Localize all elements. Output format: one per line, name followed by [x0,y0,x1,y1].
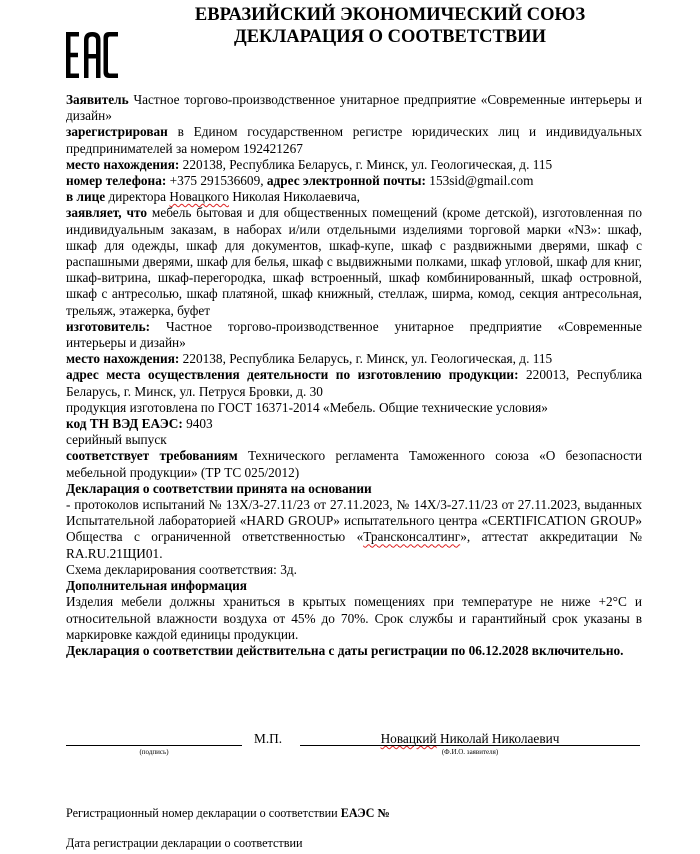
code-value: 9403 [186,416,213,432]
applicant-label: Заявитель [66,92,129,107]
basis-company: Трансконсалтинг [363,529,461,545]
code-line [66,416,642,432]
registered-text: в Едином государственном регистре юридических лиц и индивидуальных предпринимателей за номером 192421267 [66,124,642,156]
signature-caption: (подпись) [139,748,169,756]
manufacturer-name: Частное торгово-производственное унитарное предприятие «Современные интерьеры и дизайн» [66,318,642,351]
manufacturer-paragraph [66,319,642,351]
applicant-address: 220138, Республика Беларусь, г. Минск, ул. Геологическая, д. 115 [182,156,553,172]
applicant-name: Частное торгово-производственное унитарное предприятие «Современные интерьеры и дизайн» [66,92,642,124]
registered-label: зарегистрирован [66,124,168,140]
address-label: место нахождения: [66,156,180,172]
manufacturer-label: изготовитель: [66,318,151,334]
representative-line [66,189,642,205]
registration-number-label: Регистрационный номер декларации о соответствии [66,806,338,820]
person-surname: Новацкого [169,189,229,205]
basis-title [66,481,642,497]
standard-line: продукция изготовлена по ГОСТ 16371-2014 «Мебель. Общие технические условия» [66,399,548,415]
person-position: директора [108,189,167,205]
scheme-line: Схема декларирования соответствия: 3д. [66,561,297,577]
production-address: 220013, Республика Беларусь, г. Минск, ул. Петруся Бровки, д. 30 [66,367,642,399]
person-name: Николая Николаевича, [232,189,361,205]
code-label: код ТН ВЭД ЕАЭС: [66,416,183,432]
manufacturer-address-label: место нахождения: [66,351,180,367]
validity-paragraph [66,643,642,659]
basis-paragraph [66,497,642,562]
registration-date-line: Дата регистрации декларации о соответствии [66,836,303,850]
declares-paragraph [66,205,642,318]
phone-label: номер телефона: [66,173,167,189]
registration-number-line [66,806,390,821]
document-header [180,4,600,48]
phone-value: +375 291536609, [169,173,264,189]
registration-paragraph [66,124,642,156]
stamp-place-label: М.П. [254,731,283,746]
union-title: ЕВРАЗИЙСКИЙ ЭКОНОМИЧЕСКИЙ СОЮЗ [194,5,586,25]
manufacturer-address: 220138, Республика Беларусь, г. Минск, ул. Геологическая, д. 115 [182,351,553,367]
manufacturer-address-line [66,351,642,367]
applicant-address-line [66,157,642,173]
basis-accreditation: », аттестат аккредитации № RA.RU.21ЩИ01. [66,529,642,561]
person-label: в лице [66,189,106,205]
compliance-paragraph [66,448,642,480]
series-line: серийный выпуск [66,432,167,448]
declares-label: заявляет, что [66,205,147,221]
name-caption: (Ф.И.О. заявителя) [441,748,499,756]
production-address-paragraph [66,367,642,399]
additional-title-text: Дополнительная информация [66,578,247,594]
basis-text: - протоколов испытаний № 13Х/3-27.11/23 от 27.11.2023, № 14Х/3-27.11/23 от 27.11.2023, выданных Испытательной лабораторией «HARD GROUP» испытательного центра «CERTIFICATION GROUP» Общества с ограниченной ответственностью « [66,497,642,545]
declaration-title: ДЕКЛАРАЦИЯ О СООТВЕТСТВИИ [233,27,547,47]
additional-title [66,578,642,594]
production-address-label: адрес места осуществления деятельности по изготовлению продукции: [66,367,519,383]
declaration-body [66,92,642,659]
registration-number-prefix: ЕАЭС № [340,806,390,820]
eac-logo-icon [66,32,118,78]
compliance-text: Технического регламента Таможенного союза «О безопасности мебельной продукции» (ТР ТС 025/2012) [66,448,642,480]
validity-text: Декларация о соответствии действительна с даты регистрации по 06.12.2028 включительно. [66,642,624,658]
email-value: 153sid@gmail.com [429,173,534,189]
contact-line [66,173,642,189]
additional-paragraph: Изделия мебели должны храниться в крытых помещениях при температуре не ниже +2°С и относительной влажности воздуха от 45% до 70%. Срок службы и гарантийный срок указаны в маркировке каждой единицы продукции. [66,594,642,642]
name-line [300,745,640,746]
compliance-label: соответствует требованиям [66,448,238,464]
applicant-given-names: Николай Николаевич [439,731,560,746]
applicant-surname: Новацкий [380,731,437,746]
basis-title-text: Декларация о соответствии принята на основании [66,480,372,496]
email-label: адрес электронной почты: [266,173,426,189]
signature-line [66,745,242,746]
product-description: мебель бытовая и для общественных помещений (кроме детской), изготовленная по индивидуальным заказам, в наборах и/или отдельными изделиями торговой марки «N3»: шкаф, шкаф для одежды, шкаф для документов, шкаф-купе, шкаф с раздвижными дверями, шкаф с распашными дверями, шкаф для белья, шкаф с выдвижными полками, шкаф угловой, шкаф для книг, шкаф-витрина, шкаф-перегородка, шкаф встроенный, шкаф комбинированный, шкаф островной, шкаф с антресолью, шкаф платяной, шкаф книжный, стеллаж, ширма, комод, секция антресольная, трельяж, этажерка, буфет [66,205,642,318]
applicant-paragraph [66,92,642,124]
